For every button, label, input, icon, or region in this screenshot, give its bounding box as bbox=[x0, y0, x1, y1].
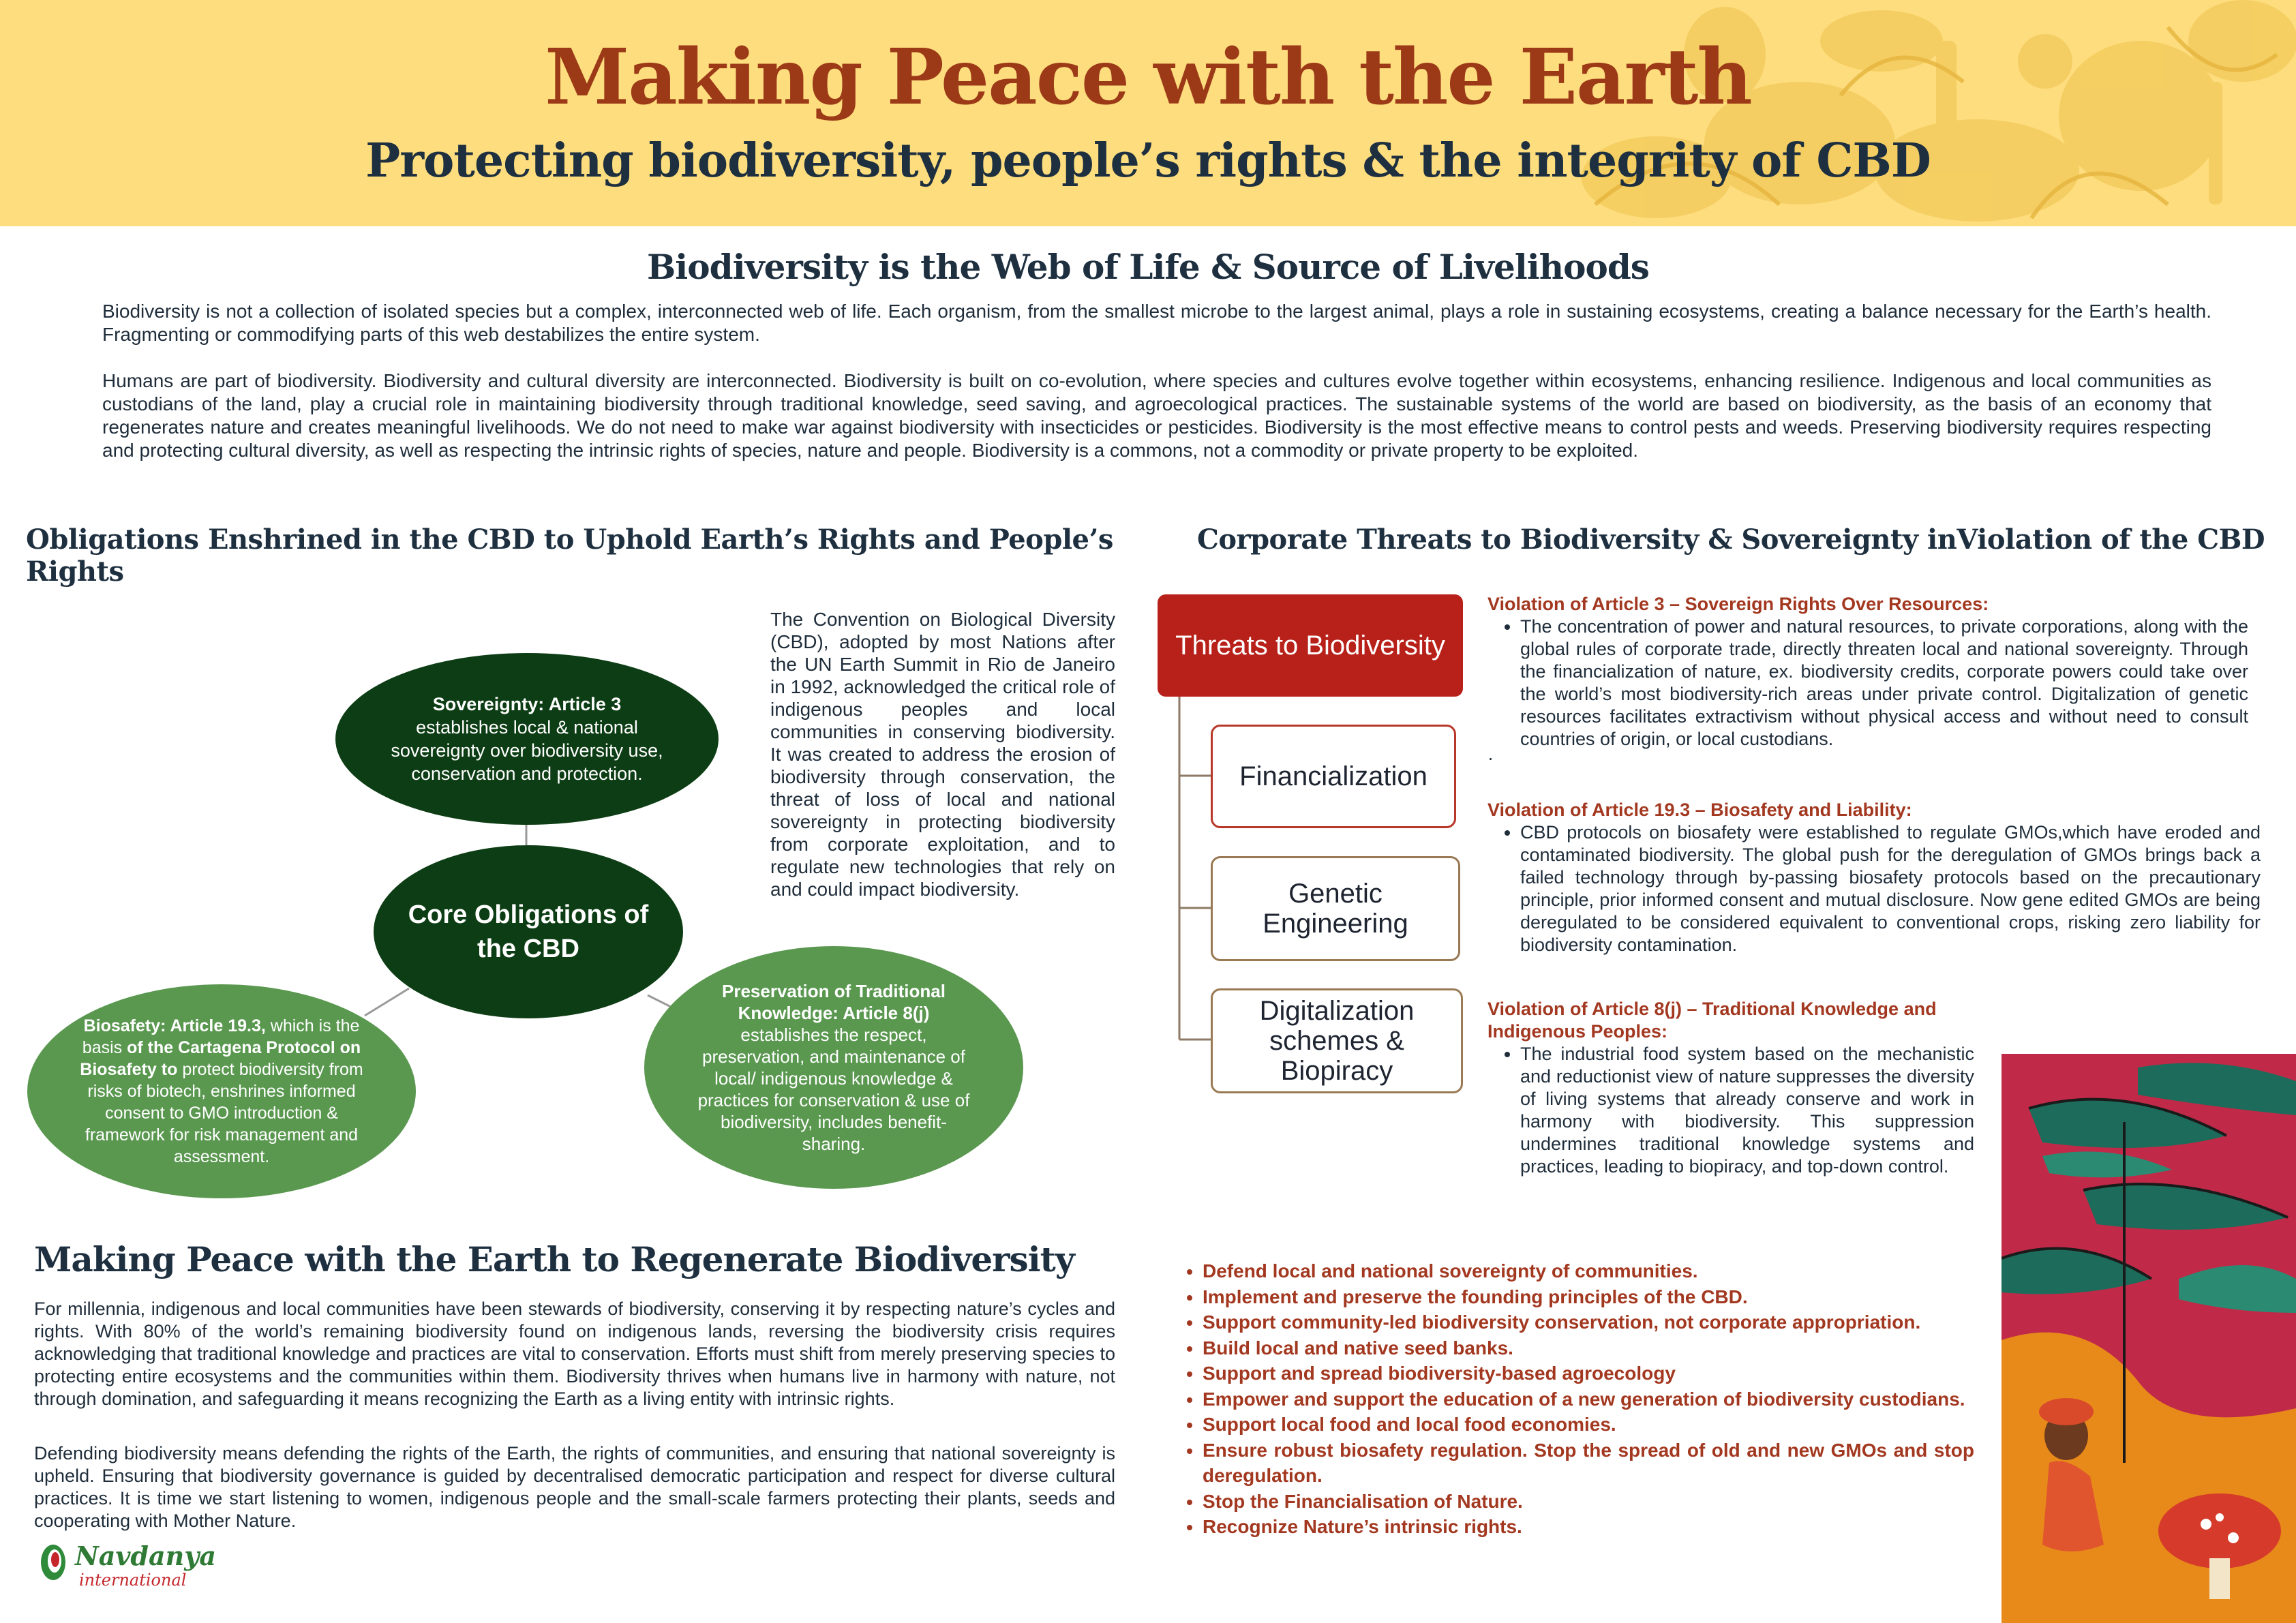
core-obligations-label: Core Obligations of the CBD bbox=[408, 900, 649, 963]
web-of-life-heading: Biodiversity is the Web of Life & Source of Livelihoods bbox=[647, 247, 1649, 287]
seed-logo-icon bbox=[38, 1542, 72, 1583]
logo-subtitle: international bbox=[79, 1571, 187, 1590]
web-of-life-paragraph-1: Biodiversity is not a collection of isolated species but a complex, interconnected web of life. Each organism, from the smallest microbe to the largest animal, plays a role in sustaining ecosystems, creating a balance necessary for the Earth’s health. Fragmenting or commodifying parts of this web destabilizes the entire system. bbox=[102, 301, 2211, 345]
threat-financialization: Financialization bbox=[1211, 725, 1456, 828]
action-item: • Defend local and national sovereignty of communities. bbox=[1203, 1258, 1974, 1284]
sovereignty-text: establishes local & national sovereignty over biodiversity use, conservation and protection. bbox=[391, 717, 663, 784]
page-subtitle: Protecting biodiversity, people’s rights & the integrity of CBD bbox=[365, 134, 1931, 188]
violation-1-heading: Violation of Article 3 – Sovereign Rights Over Resources: bbox=[1487, 594, 1989, 614]
core-obligations-ellipse bbox=[374, 845, 683, 1018]
violation-article-19 bbox=[1487, 799, 2261, 956]
action-item: • Support community-led biodiversity conservation, not corporate appropriation. bbox=[1203, 1309, 1974, 1335]
page-title: Making Peace with the Earth bbox=[545, 33, 1751, 122]
action-item: • Support local food and local food economies. bbox=[1203, 1412, 1974, 1438]
threats-main-box: Threats to Biodiversity bbox=[1158, 594, 1463, 697]
biosafety-text: Biosafety: Article 19.3, which is the basis of the Cartagena Protocol on Biosafety to protect biodiversity from risks of biotech, enshrines informed consent to GMO introduction & framework for risk management and assessment. bbox=[80, 1016, 363, 1166]
stray-dot: · bbox=[1487, 748, 1494, 768]
threats-heading: Corporate Threats to Biodiversity & Sovereignty inViolation of the CBD bbox=[1197, 524, 2265, 556]
obligations-heading: Obligations Enshrined in the CBD to Uphold Earth’s Rights and People’s Rights bbox=[26, 524, 1113, 588]
violation-article-8j bbox=[1487, 998, 1974, 1178]
violation-article-3 bbox=[1487, 593, 2248, 768]
action-item: • Build local and native seed banks. bbox=[1203, 1335, 1974, 1361]
threat-genetic-engineering: Genetic Engineering bbox=[1211, 856, 1460, 961]
header-banner bbox=[0, 0, 2296, 226]
web-of-life-paragraph-2: Humans are part of biodiversity. Biodiversity and cultural diversity are interconnected. Biodiversity is built on co-evolution, where species and cultures evolve together within ecosystems, enhancing resilience. Indigenous and local communities as custodians of the land, play a crucial role in maintaining biodiversity through traditional knowledge, seed saving, and agroecological practices. The sustainable systems of the world are based on biodiversity, as the basis of an economy that regenerates nature and creates meaningful livelihoods. We do not need to make war against biodiversity with insecticides or pesticides. Biodiversity is the most effective means to control pests and weeds. Preserving biodiversity requires respecting and protecting cultural diversity, as well as respecting the intrinsic rights of species, nature and people. Biodiversity is a commons, not a commodity or private property to be exploited. bbox=[102, 370, 2211, 461]
action-item: • Implement and preserve the founding principles of the CBD. bbox=[1203, 1284, 1974, 1310]
actions-list bbox=[1183, 1258, 1974, 1540]
violation-1-text: • The concentration of power and natural resources, to private corporations, along with the global rules of corporate trade, directly threaten local and national sovereignty. Through the financialization of nature, ex. biodiversity credits, corporate powers could take over the world’s most biodiversity-rich areas under private control. Digitalization of genetic resources facilitates extractivism without physical access and without need to consult countries of origin, or local custodians. bbox=[1520, 616, 2248, 750]
violation-2-heading: Violation of Article 19.3 – Biosafety and Liability: bbox=[1487, 800, 1912, 820]
violation-3-heading: Violation of Article 8(j) – Traditional Knowledge and Indigenous Peoples: bbox=[1487, 999, 1937, 1042]
sovereignty-title: Sovereignty: Article 3 bbox=[432, 694, 622, 714]
action-item: • Recognize Nature’s intrinsic rights. bbox=[1203, 1514, 1974, 1540]
action-item: • Stop the Financialisation of Nature. bbox=[1203, 1489, 1974, 1515]
peace-heading: Making Peace with the Earth to Regenerate Biodiversity bbox=[34, 1239, 1074, 1279]
peace-paragraph-2: Defending biodiversity means defending the rights of the Earth, the rights of communities, and ensuring that national sovereignty is upheld. Ensuring that biodiversity governance is guided by decentralised democratic participation and respect for diverse cultural practices. It is time we start listening to women, indigenous people and the small-scale farmers protecting their plants, seeds and cooperating with Mother Nature. bbox=[34, 1443, 1115, 1531]
action-item: • Support and spread biodiversity-based agroecology bbox=[1203, 1361, 1974, 1386]
threat-digitalization: Digitalization schemes & Biopiracy bbox=[1211, 988, 1463, 1093]
sovereignty-ellipse bbox=[335, 653, 719, 825]
biosafety-ellipse bbox=[27, 984, 416, 1198]
traditional-knowledge-text: establishes the respect, preservation, and maintenance of local/ indigenous knowledge & practices for conservation & use of biodiversity, includes benefit-sharing. bbox=[697, 1025, 970, 1154]
action-item: • Empower and support the education of a new generation of biodiversity custodians. bbox=[1203, 1386, 1974, 1412]
action-item: • Ensure robust biosafety regulation. Stop the spread of old and new GMOs and stop deregulation. bbox=[1203, 1438, 1974, 1489]
traditional-knowledge-title: Preservation of Traditional Knowledge: Article 8(j) bbox=[722, 981, 946, 1023]
violation-3-text: • The industrial food system based on the mechanistic and reductionist view of nature suppresses the diversity of living systems that already conserve and work in harmony with biodiversity. This suppression undermines traditional knowledge systems and practices, leading to biopiracy, and top-down control. bbox=[1520, 1043, 1974, 1178]
peace-paragraph-1: For millennia, indigenous and local communities have been stewards of biodiversity, conserving it by respecting nature’s cycles and rights. With 80% of the world’s remaining biodiversity found on indigenous lands, reversing the biodiversity crisis requires acknowledging that traditional knowledge and practices are vital to conservation. Efforts must shift from merely preserving species to protecting entire ecosystems and the communities within them. Biodiversity thrives when humans live in harmony with nature, not through domination, and safeguarding it means recognizing the Earth as a living entity with intrinsic rights. bbox=[34, 1299, 1115, 1409]
cbd-description: The Convention on Biological Diversity (CBD), adopted by most Nations after the UN Earth Summit in Rio de Janeiro in 1992, acknowledged the critical role of indigenous peoples and local communities in conserving biodiversity. It was created to address the erosion of biodiversity through conservation, the threat of loss of local and national sovereignty in protecting biodiversity from corporate exploitation, and to regulate new technologies that rely on and could impact biodiversity. bbox=[770, 609, 1115, 900]
botanical-illustration bbox=[2002, 1054, 2296, 1623]
navdanya-logo bbox=[38, 1539, 243, 1594]
traditional-knowledge-ellipse bbox=[644, 946, 1023, 1189]
violation-2-text: • CBD protocols on biosafety were established to regulate GMOs,which have eroded and contaminated biodiversity. The global push for the deregulation of GMOs brings back a failed technology through by-passing biosafety protocols based on the precautionary principle, prior informed consent and mutual disclosure. Now gene edited GMOs are being deregulated to be considered equivalent to conventional crops, risking zero liability for biodiversity contamination. bbox=[1520, 821, 2261, 956]
logo-name: Navdanya bbox=[75, 1541, 216, 1571]
